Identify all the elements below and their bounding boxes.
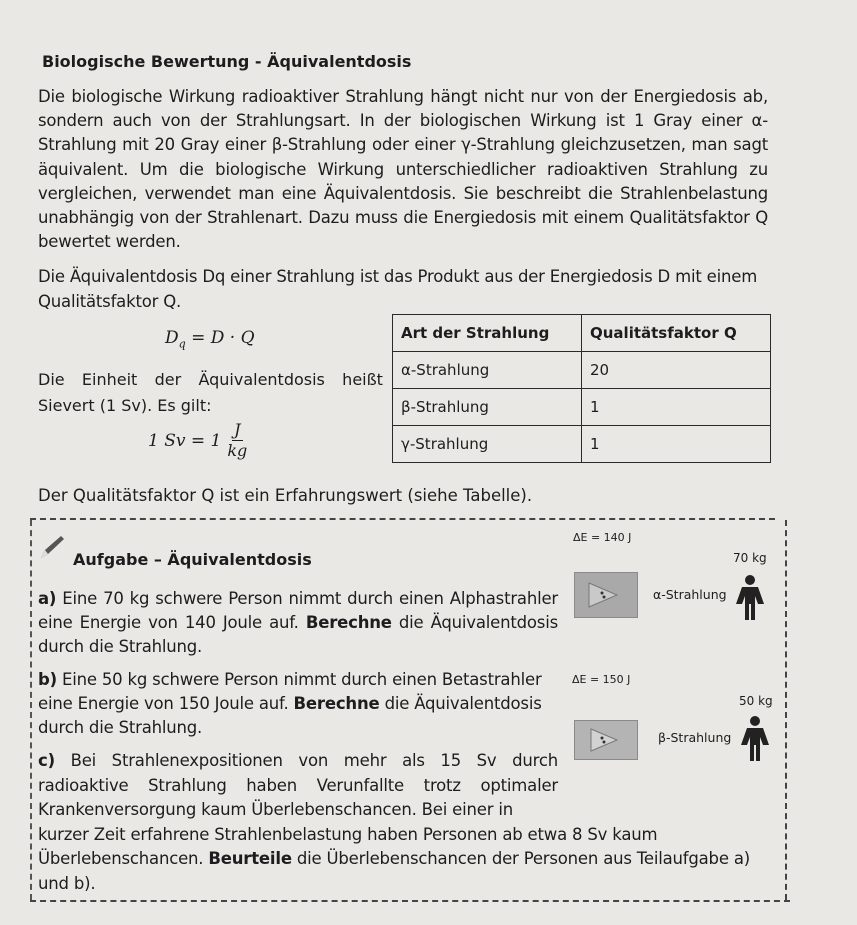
figure-a-label: α-Strahlung (653, 587, 727, 602)
task-c-wide (38, 823, 783, 897)
table-cell: β-Strahlung (393, 389, 582, 426)
task-b (38, 668, 558, 740)
figure-b-mass: 50 kg (739, 694, 773, 708)
task-c (38, 749, 783, 896)
table-header-cell: Art der Strahlung (393, 315, 582, 352)
task-box-border-bottom (30, 900, 790, 902)
figure-a-energy: ΔE = 140 J (573, 531, 632, 544)
formula2-lhs: 1 Sv = 1 (148, 430, 222, 451)
formula-equivalent-dose (165, 328, 255, 350)
table-row (393, 352, 771, 389)
formula1-rhs: = D · Q (191, 328, 255, 348)
unit-word: heißt (342, 370, 383, 389)
formula2-fraction (227, 420, 247, 461)
unit-line-1 (38, 367, 383, 393)
formula1-lhs: D (165, 328, 179, 348)
formula1-sub: q (178, 337, 186, 351)
table-row (393, 389, 771, 426)
person-icon (738, 715, 772, 763)
task-c-text: Bei Strahlenexpositionen von mehr als 15 Sv durch radioaktive Strahlung haben Verunfallte trotz optimaler Krankenversorgung kaum Überlebenschancen. Bei einer in (38, 751, 558, 819)
formula2-numerator: J (234, 420, 241, 439)
table-cell: α-Strahlung (393, 352, 582, 389)
task-box-border-left (30, 520, 32, 900)
alpha-source-box (574, 572, 638, 618)
unit-word: Einheit (81, 370, 138, 389)
unit-word: der (154, 370, 182, 389)
task-box-border-top (30, 518, 775, 520)
task-a-label: a) (38, 589, 57, 608)
radiation-arrow-icon (575, 721, 637, 759)
unit-line-2: Sievert (1 Sv). Es gilt: (38, 396, 212, 415)
task-b-rest: die Äquivalentdosis durch die Strahlung. (38, 694, 542, 737)
task-b-verb: Berechne (293, 694, 380, 713)
task-c-label: c) (38, 751, 55, 770)
quality-factor-table (392, 314, 771, 463)
table-cell: γ-Strahlung (393, 426, 582, 463)
task-b-label: b) (38, 670, 57, 689)
unit-word: Äquivalentdosis (198, 370, 325, 389)
definition-paragraph: Die Äquivalentdosis Dq einer Strahlung ist das Produkt aus der Energiedosis D mit einem Qualitätsfaktor Q. (38, 267, 758, 311)
beta-source-box (574, 720, 638, 760)
table-cell: 1 (582, 426, 771, 463)
task-c-narrow (38, 749, 558, 823)
figure-b-energy: ΔE = 150 J (572, 673, 631, 686)
page-title: Biologische Bewertung - Äquivalentdosis (42, 52, 412, 71)
task-box-border-right (785, 520, 787, 900)
intro-paragraph: Die biologische Wirkung radioaktiver Strahlung hängt nicht nur von der Energiedosis ab, sondern auch von der Strahlungsart. In der biologischen Wirkung ist 1 Gray einer α-Strahlung mit 20 Gray einer β-Strahlung oder einer γ-Strahlung gleichzusetzen, man sagt äquivalent. Um die biologische Wirkung unterschiedlicher radioaktiven Strahlung zu vergleichen, verwendet man eine Äquivalentdosis. Sie beschreibt die Strahlenbelastung unabhängig von der Strahlenart. Dazu muss die Energiedosis mit einem Qualitätsfaktor Q bewertet werden. (38, 87, 768, 252)
unit-paragraph (38, 367, 383, 419)
figure-b-label: β-Strahlung (658, 730, 732, 745)
radiation-arrow-icon (575, 573, 637, 617)
task-b-text: Eine 50 kg schwere Person nimmt durch einen Betastrahler eine Energie von 150 Joule auf. (38, 670, 542, 713)
table-cell: 1 (582, 389, 771, 426)
pencil-icon (37, 532, 67, 562)
unit-word: Die (38, 370, 65, 389)
person-icon (733, 574, 767, 622)
formula2-denominator: kg (227, 441, 248, 460)
table-cell: 20 (582, 352, 771, 389)
task-c-rest: die Überlebenschancen der Personen aus Teilaufgabe a) und b). (38, 849, 750, 893)
task-c-text2: kurzer Zeit erfahrene Strahlenbelastung haben Personen ab etwa 8 Sv kaum Überlebenschancen. (38, 824, 658, 868)
figure-a-mass: 70 kg (733, 551, 767, 565)
task-a-verb: Berechne (305, 613, 392, 632)
task-title: Aufgabe – Äquivalentdosis (73, 550, 312, 569)
table-row (393, 426, 771, 463)
formula-sievert (148, 420, 247, 461)
note-paragraph: Der Qualitätsfaktor Q ist ein Erfahrungswert (siehe Tabelle). (38, 486, 533, 505)
task-a-text: Eine 70 kg schwere Person nimmt durch einen Alphastrahler eine Energie von 140 Joule auf. (38, 589, 559, 632)
task-a (38, 587, 558, 659)
task-c-verb: Beurteile (208, 849, 292, 868)
table-header-cell: Qualitätsfaktor Q (582, 315, 771, 352)
task-a-rest: die Äquivalentdosis durch die Strahlung. (38, 613, 558, 656)
table-header-row (393, 315, 771, 352)
